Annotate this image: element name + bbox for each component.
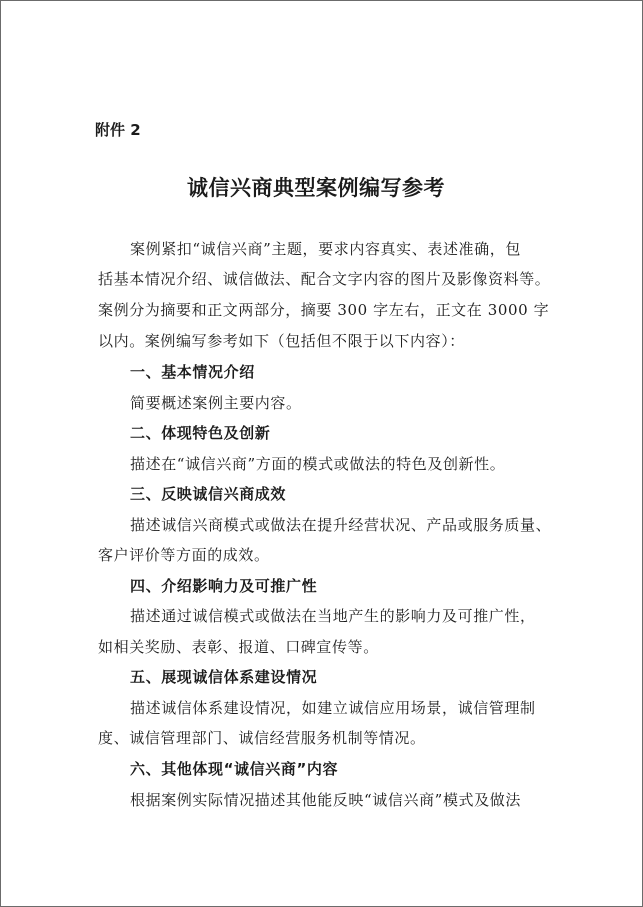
intro-line: 以内。案例编写参考如下（包括但不限于以下内容）： — [98, 332, 465, 350]
section-line: 描述诚信体系建设情况，如建立诚信应用场景，诚信管理制 — [130, 699, 536, 717]
section-heading: 二、体现特色及创新 — [130, 424, 271, 442]
section-heading: 四、介绍影响力及可推广性 — [130, 577, 318, 595]
section-line: 描述在“诚信兴商”方面的模式或做法的特色及创新性。 — [130, 455, 506, 473]
section-line: 简要概述案例主要内容。 — [130, 394, 302, 412]
section-line: 如相关奖励、表彰、报道、口碑宣传等。 — [98, 638, 379, 656]
attachment-label: 附件 2 — [95, 121, 141, 139]
intro-line: 案例分为摘要和正文两部分，摘要 300 字左右，正文在 3000 字 — [98, 301, 550, 319]
section-heading: 五、展现诚信体系建设情况 — [130, 668, 318, 686]
section-heading: 六、其他体现“诚信兴商”内容 — [130, 760, 339, 778]
section-line: 根据案例实际情况描述其他能反映“诚信兴商”模式及做法 — [130, 791, 521, 809]
section-line: 客户评价等方面的成效。 — [98, 546, 270, 564]
section-heading: 三、反映诚信兴商成效 — [130, 485, 287, 503]
section-line: 度、诚信管理部门、诚信经营服务机制等情况。 — [98, 729, 426, 747]
section-line: 描述诚信兴商模式或做法在提升经营状况、产品或服务质量、 — [130, 516, 552, 534]
section-heading: 一、基本情况介绍 — [130, 363, 255, 381]
section-line: 描述通过诚信模式或做法在当地产生的影响力及可推广性， — [130, 607, 536, 625]
intro-line: 括基本情况介绍、诚信做法、配合文字内容的图片及影像资料等。 — [98, 270, 551, 288]
intro-line: 案例紧扣“诚信兴商”主题，要求内容真实、表述准确，包 — [130, 240, 521, 258]
document-title: 诚信兴商典型案例编写参考 — [187, 176, 445, 200]
